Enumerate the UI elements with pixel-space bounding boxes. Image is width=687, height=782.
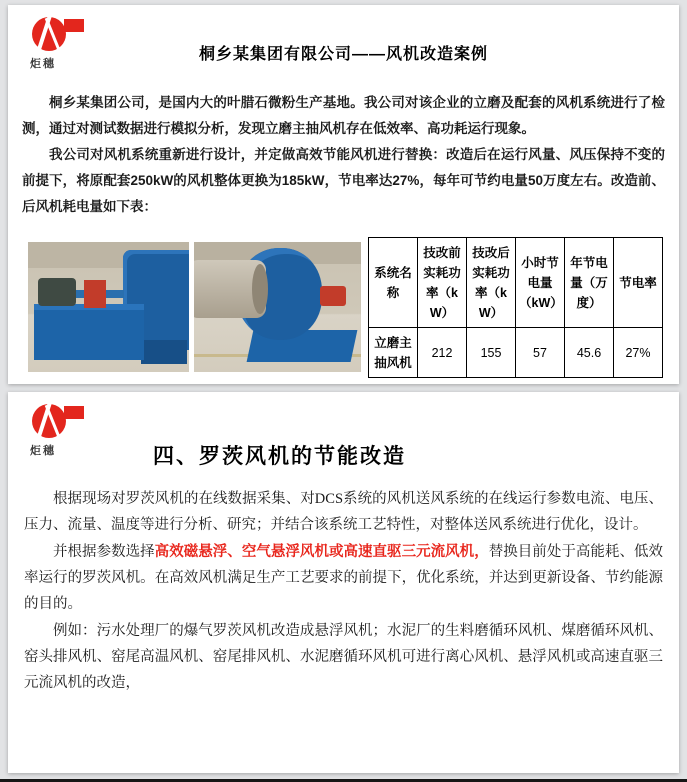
company-logo bbox=[30, 13, 94, 69]
inlet-duct-end bbox=[252, 264, 268, 314]
cell-hourly-saving: 57 bbox=[516, 328, 565, 378]
fan-coupling-red bbox=[84, 280, 106, 308]
cell-saving-rate: 27% bbox=[614, 328, 663, 378]
fan-motor-red bbox=[320, 286, 346, 306]
fan-base bbox=[34, 304, 144, 360]
col-header-yearly-saving: 年节电量（万度） bbox=[565, 238, 614, 328]
cell-yearly-saving: 45.6 bbox=[565, 328, 614, 378]
page1-paragraph-2: 我公司对风机系统重新进行设计，并定做高效节能风机进行替换：改造后在运行风量、风压保持不变的前提下，将原配套250kW的风机整体更换为185kW，节电率达27%，每年可节约电量50万度左右。改造前、后风机耗电量如下表： bbox=[22, 147, 665, 214]
para2-highlighted-text: 高效磁悬浮、空气悬浮风机或高速直驱三元流风机， bbox=[154, 544, 489, 560]
logo-flame-icon bbox=[30, 13, 86, 53]
document-page-2 bbox=[8, 392, 679, 773]
page1-media-row bbox=[28, 237, 665, 378]
page1-body bbox=[22, 90, 665, 220]
table-row bbox=[369, 328, 663, 378]
company-logo bbox=[30, 400, 94, 456]
col-header-system-name: 系统名称 bbox=[369, 238, 418, 328]
logo-flame-icon bbox=[30, 400, 86, 440]
fan-photo-right bbox=[194, 242, 361, 372]
logo-text: 炬穗 bbox=[30, 445, 56, 457]
para2-prefix: 并根据参数选择 bbox=[53, 544, 155, 560]
power-consumption-table bbox=[368, 237, 663, 378]
fan-photo-left bbox=[28, 242, 189, 372]
col-header-saving-rate: 节电率 bbox=[614, 238, 663, 328]
page2-paragraph-2 bbox=[24, 539, 663, 617]
cell-power-before: 212 bbox=[418, 328, 467, 378]
page2-paragraph-1: 根据现场对罗茨风机的在线数据采集、对DCS系统的风机送风系统的在线运行参数电流、电压、压力、流量、温度等进行分析、研究；并结合该系统工艺特性，对整体送风系统进行优化，设计。 bbox=[24, 491, 663, 533]
col-header-power-after: 技改后实耗功率（kW） bbox=[467, 238, 516, 328]
document-page-1 bbox=[8, 5, 679, 384]
fan-motor bbox=[38, 278, 76, 306]
cell-power-after: 155 bbox=[467, 328, 516, 378]
page1-paragraph-1: 桐乡某集团公司，是国内大的叶腊石微粉生产基地。我公司对该企业的立磨及配套的风机系统进行了检测，通过对测试数据进行模拟分析，发现立磨主抽风机存在低效率、高功耗运行现象。 bbox=[22, 95, 665, 136]
logo-text: 炬穗 bbox=[30, 58, 56, 70]
col-header-hourly-saving: 小时节电量（kW） bbox=[516, 238, 565, 328]
page2-section-title: 四、罗茨风机的节能改造 bbox=[153, 444, 406, 468]
fan-foot bbox=[141, 340, 187, 364]
cell-system-name: 立磨主抽风机 bbox=[369, 328, 418, 378]
page2-body bbox=[24, 486, 663, 696]
page2-paragraph-3: 例如：污水处理厂的爆气罗茨风机改造成悬浮风机；水泥厂的生料磨循环风机、煤磨循环风机、窑头排风机、窑尾高温风机、窑尾排风机、水泥磨循环风机可进行离心风机、悬浮风机或高速直驱三元流风机的改造， bbox=[24, 623, 663, 691]
col-header-power-before: 技改前实耗功率（kW） bbox=[418, 238, 467, 328]
page1-title: 桐乡某集团有限公司——风机改造案例 bbox=[198, 46, 488, 63]
table-header-row bbox=[369, 238, 663, 328]
para2-suffix: 替换目前处于高能耗、低效率运行的罗茨风机。在高效风机满足生产工艺要求的前提下，优化系统，并达到更新设备、节约能源的目的。 bbox=[24, 544, 664, 612]
